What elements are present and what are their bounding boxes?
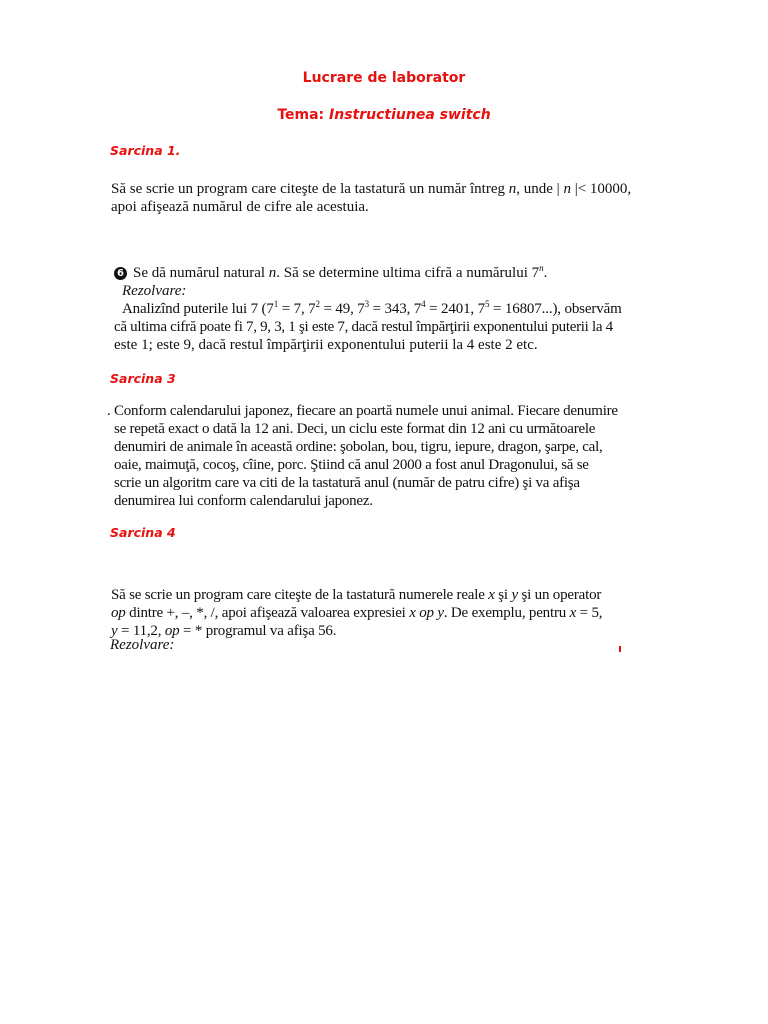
- task4-var-y: y: [511, 587, 518, 603]
- task4-line2-a: dintre +, –, *, /, apoi afişează valoarea expresiei: [129, 605, 406, 621]
- task2-line1-start: Analizînd puterile lui 7 (7: [122, 301, 274, 317]
- power-5: = 16807: [492, 301, 542, 317]
- task4-var-x: x: [488, 587, 495, 603]
- task4-example-x: x: [569, 605, 577, 621]
- task3-text: [107, 402, 627, 510]
- power-exp-2: 2: [315, 299, 320, 309]
- task1-line-1-text: Să se scrie un program care citeşte de la tastatură un număr întreg: [111, 181, 506, 197]
- task1-var-n-2: n: [563, 181, 571, 197]
- task3-line-1: . Conform calendarului japonez, fiecare an poartă numele unui animal. Fiecare denumire: [107, 403, 618, 419]
- task4-line2-c: = 5,: [579, 605, 603, 621]
- title-text: Lucrare de laborator: [302, 70, 466, 86]
- task4-text: [111, 586, 631, 640]
- task4-line3-b: = * programul va afişa 56.: [183, 623, 337, 639]
- task3-line-2: se repetă exact o dată la 12 ani. Deci, un ciclu este format din 12 ani cu următoarele: [114, 421, 596, 437]
- power-exp-1: 1: [273, 299, 279, 309]
- task4-line3-a: = 11,2,: [121, 623, 162, 639]
- task4-line1-c: şi un operator: [521, 587, 602, 603]
- power-2: = 49, 7: [323, 301, 365, 317]
- task2-line-3: este 1; este 9, dacă restul împărţirii exponentului puterii la 4 este 2 etc.: [114, 337, 538, 353]
- task1-text: [111, 180, 631, 216]
- cut-off-text: [110, 637, 230, 656]
- task4-example-op: op: [164, 623, 180, 639]
- task4-line-2: [111, 604, 631, 622]
- task2-line1-rest: ...), observăm: [541, 301, 622, 317]
- task2-var-n: n: [268, 265, 277, 281]
- task2-statement-prefix: Se dă numărul natural: [133, 265, 266, 281]
- task1-condition: , unde |: [516, 181, 560, 197]
- task4-expr: x op y: [409, 605, 444, 621]
- document-topic: [0, 107, 768, 123]
- topic-prefix: Tema:: [277, 107, 330, 123]
- task2-line-1: [114, 300, 634, 318]
- task1-line-1: [111, 180, 631, 198]
- cut-off-label: Rezolvare:: [110, 637, 175, 653]
- task3-heading: Sarcina 3: [110, 371, 176, 386]
- task3-line-4: oaie, maimuţă, cocoş, cîine, porc. Ştiind că anul 2000 a fost anul Dragonului, să se: [114, 457, 589, 473]
- power-exp-4: 4: [421, 299, 426, 309]
- task4-line2-b: . De exemplu, pentru: [443, 605, 567, 621]
- power-exp-3: 3: [364, 299, 370, 309]
- task1-var-n: n: [508, 181, 517, 197]
- red-mark: [619, 646, 621, 652]
- task4-line-1: [111, 586, 631, 604]
- task4-heading: Sarcina 4: [110, 525, 176, 540]
- task2-text: [114, 264, 634, 354]
- power-4: = 2401, 7: [429, 301, 485, 317]
- task1-condition-end: |< 10000,: [574, 181, 632, 197]
- task4-line1-b: şi: [498, 587, 508, 603]
- power-1: = 7, 7: [281, 301, 316, 317]
- task2-statement: 6 Se dă numărul natural n. Să se determine ultima cifră a numărului 7$^n$.: [114, 264, 634, 282]
- task2-line-2: că ultima cifră poate fi 7, 9, 3, 1 şi este 7, dacă restul împărţirii exponentului puterii la 4: [114, 319, 613, 335]
- task3-line-5: scrie un algoritm care va citi de la tastatură anul (număr de patru cifre) şi va afişa: [114, 475, 580, 491]
- topic-text: Instructiunea switch: [329, 107, 491, 123]
- task1-line-2: apoi afişează numărul de cifre ale acestuia.: [111, 199, 369, 215]
- task4-op: op: [111, 605, 126, 621]
- task4-line-3: [111, 622, 631, 640]
- power-exp-5: 5: [485, 299, 490, 309]
- task2-base: 7: [531, 265, 540, 281]
- task2-exp: n: [539, 263, 544, 273]
- power-3: = 343, 7: [372, 301, 422, 317]
- task4-example-y: y: [111, 623, 118, 639]
- task2-solution-label: [114, 282, 634, 300]
- document-title: [0, 70, 768, 86]
- task2-statement-mid: . Să se determine ultima cifră a numărului: [276, 265, 528, 281]
- bullet-number-icon: 6: [114, 267, 127, 280]
- task2-solution-label-text: Rezolvare:: [122, 283, 187, 299]
- task3-line-6: denumirea lui conform calendarului japonez.: [114, 493, 373, 509]
- task3-line-3: denumiri de animale în această ordine: şobolan, bou, tigru, iepure, dragon, şarpe, cal,: [114, 439, 603, 455]
- task4-line1-a: Să se scrie un program care citeşte de la tastatură numerele reale: [111, 587, 485, 603]
- task1-heading: Sarcina 1.: [110, 143, 181, 158]
